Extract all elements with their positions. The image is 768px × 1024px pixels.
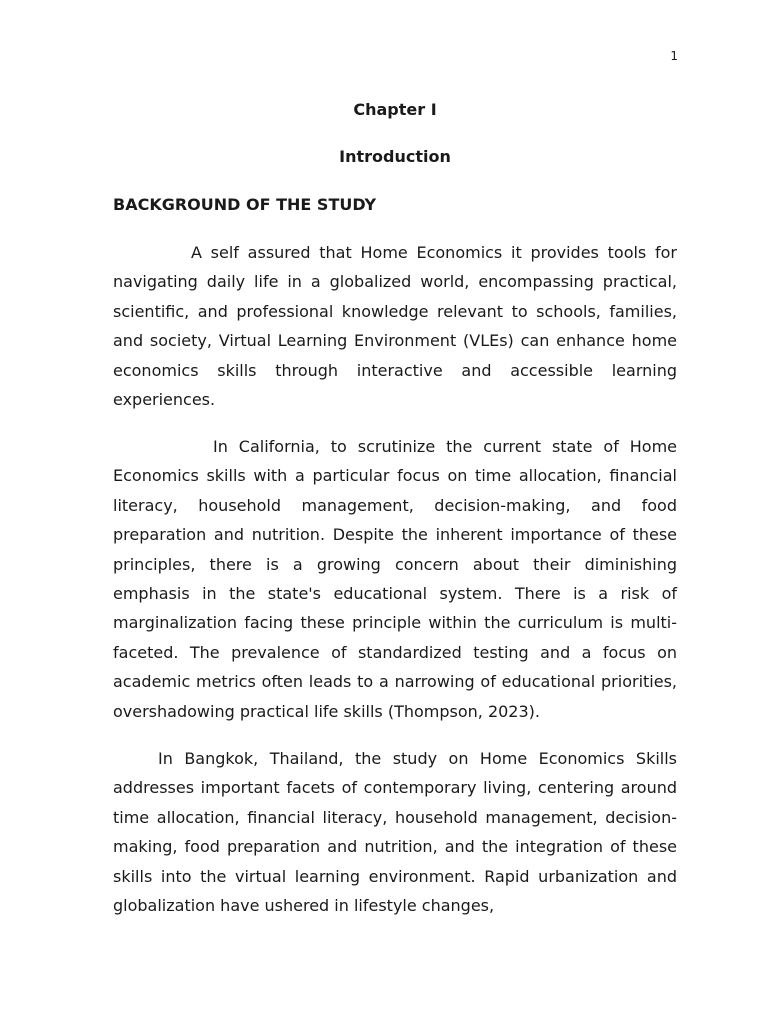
paragraph-california: In California, to scrutinize the current state of Home Economics skills with a particular focus on time allocation, financial literacy, household management, decision-making, and food preparation and nutrition. Despite the inherent importance of these principles, there is a growing concern about their diminishing emphasis in the state's educational system. There is a risk of marginalization facing these principle within the curriculum is multi-faceted. The prevalence of standardized testing and a focus on academic metrics often leads to a narrowing of educational priorities, overshadowing practical life skills (Thompson, 2023). — [113, 437, 677, 721]
chapter-subtitle: Introduction — [339, 147, 451, 166]
paragraph-background-intro: A self assured that Home Economics it provides tools for navigating daily life in a globalized world, encompassing practical, scientific, and professional knowledge relevant to schools, families, and society, Virtual Learning Environment (VLEs) can enhance home economics skills through interactive and accessible learning experiences. — [113, 243, 677, 410]
paragraph-bangkok: In Bangkok, Thailand, the study on Home Economics Skills addresses important facets of contemporary living, centering around time allocation, financial literacy, household management, decision-making, food preparation and nutrition, and the integration of these skills into the virtual learning environment. Rapid urbanization and globalization have ushered in lifestyle changes, — [113, 749, 677, 916]
section-heading: BACKGROUND OF THE STUDY — [113, 195, 377, 214]
chapter-title: Chapter I — [353, 100, 437, 119]
page-number: 1 — [670, 49, 678, 63]
